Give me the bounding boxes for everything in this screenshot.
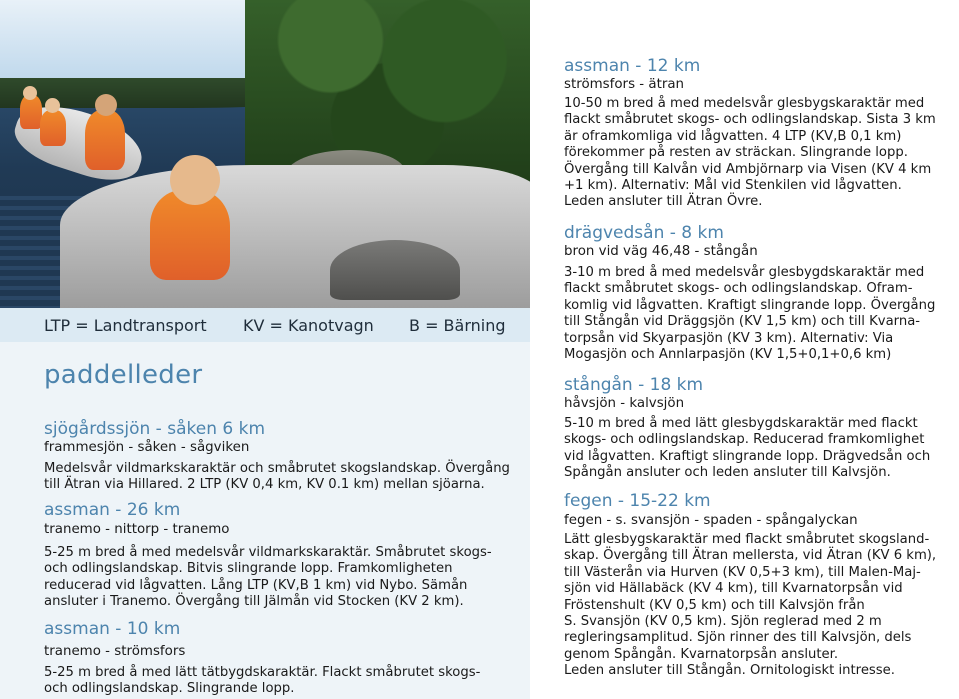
route-subtitle: tranemo - nittorp - tranemo: [44, 522, 230, 537]
description-line: Fröstenshult (KV 0,5 km) och till Kalvsjön från: [564, 597, 865, 613]
description-line: 10-50 m bred å med medelsvår glesbygskaraktär med: [564, 96, 925, 111]
photo-head: [170, 155, 220, 205]
route-subtitle: bron vid väg 46,48 - stångån: [564, 244, 758, 259]
canoe-photo: [0, 0, 530, 308]
description-line: Spångån ansluter och leden ansluter till Kalvsjön.: [564, 465, 891, 481]
description-line: till Västerån via Hurven (KV 0,5+3 km), till Malen-Maj-: [564, 564, 921, 580]
route-description: [564, 265, 935, 363]
route-description: [564, 416, 930, 482]
description-line: regleringsamplitud. Sjön rinner des till Kalvsjön, dels: [564, 630, 912, 646]
photo-paddler: [85, 110, 125, 170]
description-line: +1 km). Alternativ: Mål vid Stenkilen vid lågvatten.: [564, 178, 902, 194]
route-subtitle: tranemo - strömsfors: [44, 644, 186, 659]
route-subtitle: strömsfors - ätran: [564, 77, 685, 92]
description-line: är oframkomliga vid lågvatten. 4 LTP (KV,B 0,1 km): [564, 128, 902, 144]
description-line: flackt småbrutet skogs- och odlingslandskap. Sista 3 km: [564, 112, 936, 128]
description-line: Leden ansluter till Stångån. Ornitologiskt intresse.: [564, 663, 895, 679]
route-description: [564, 96, 936, 211]
description-line: sjön vid Hällabäck (KV 4 km), till Kvarnatorpsån vid: [564, 581, 903, 597]
legend-band: [0, 308, 530, 342]
photo-paddler: [20, 95, 42, 129]
description-line: 5-25 m bred å med medelsvår vildmarkskaraktär. Småbrutet skogs-: [44, 545, 492, 560]
description-line: Medelsvår vildmarkskaraktär och småbrutet skogslandskap. Övergång: [44, 461, 510, 476]
description-line: till Ätran via Hillared. 2 LTP (KV 0,4 km, KV 0.1 km) mellan sjöarna.: [44, 477, 485, 493]
description-line: flackt småbrutet skogs- och odlingslandskap. Ofram-: [564, 281, 913, 297]
photo-canoe-seat: [330, 240, 460, 300]
route-title: assman - 26 km: [44, 500, 181, 520]
route-title: stångån - 18 km: [564, 375, 704, 395]
description-line: reducerad vid lågvatten. Lång LTP (KV,B 1 km) vid Nybo. Sämån: [44, 577, 468, 593]
route-description: [44, 545, 492, 611]
description-line: Lätt glesbygskaraktär med flackt småbrutet skogsland-: [564, 532, 930, 547]
photo-head: [95, 94, 117, 116]
photo-paddler: [40, 110, 66, 146]
legend-ltp: LTP = Landtransport: [44, 315, 207, 335]
description-line: Mogasjön och Annlarpasjön (KV 1,5+0,1+0,6 km): [564, 347, 892, 363]
description-line: 3-10 m bred å med medelsvår glesbygdskaraktär med: [564, 265, 925, 280]
description-line: och odlingslandskap. Bitvis slingrande lopp. Framkomligheten: [44, 561, 453, 577]
route-title: drägvedsån - 8 km: [564, 223, 724, 243]
description-line: förekommer på resten av sträckan. Slingrande lopp.: [564, 145, 908, 161]
description-line: Leden ansluter till Ätran Övre.: [564, 194, 763, 210]
description-line: 5-10 m bred å med lätt glesbygdskaraktär med flackt: [564, 416, 918, 431]
description-line: Övergång till Kalvån vid Ambjörnarp via Visen (KV 4 km: [564, 161, 932, 177]
description-line: skogs- och odlingslandskap. Reducerad framkomlighet: [564, 432, 925, 448]
route-description: [44, 665, 480, 698]
description-line: skap. Övergång till Ätran mellersta, vid Ätran (KV 6 km),: [564, 548, 937, 564]
route-description: [564, 532, 936, 680]
photo-head: [45, 98, 60, 113]
description-line: komlig vid lågvatten. Kraftigt slingrande lopp. Övergång: [564, 297, 936, 313]
description-line: 5-25 m bred å med lätt tätbygdskaraktär. Flackt småbrutet skogs-: [44, 665, 481, 680]
description-line: till Stångån vid Dräggsjön (KV 1,5 km) och till Kvarna-: [564, 314, 921, 330]
page-title: paddelleder: [44, 360, 203, 390]
description-line: genom Spångån. Kvarnatorpsån ansluter.: [564, 646, 839, 662]
route-title: sjögårdssjön - såken 6 km: [44, 419, 265, 439]
route-subtitle: frammesjön - såken - sågviken: [44, 440, 250, 455]
legend-b: B = Bärning: [409, 315, 506, 335]
route-subtitle: fegen - s. svansjön - spaden - spångalyckan: [564, 513, 858, 528]
route-title: fegen - 15-22 km: [564, 491, 711, 511]
description-line: ansluter i Tranemo. Övergång till Jälmån vid Stocken (KV 2 km).: [44, 594, 464, 610]
description-line: torpsån vid Skyarpasjön (KV 3 km). Alternativ: Via: [564, 330, 894, 346]
route-title: assman - 10 km: [44, 619, 181, 639]
photo-head: [23, 86, 37, 100]
legend-kv: KV = Kanotvagn: [243, 315, 374, 335]
description-line: vid lågvatten. Kraftigt slingrande lopp. Drägvedsån och: [564, 448, 931, 464]
route-subtitle: håvsjön - kalvsjön: [564, 396, 685, 411]
description-line: S. Svansjön (KV 0,5 km). Sjön reglerad med 2 m: [564, 614, 882, 630]
description-line: och odlingslandskap. Slingrande lopp.: [44, 681, 295, 697]
route-description: [44, 461, 510, 494]
route-title: assman - 12 km: [564, 56, 701, 76]
